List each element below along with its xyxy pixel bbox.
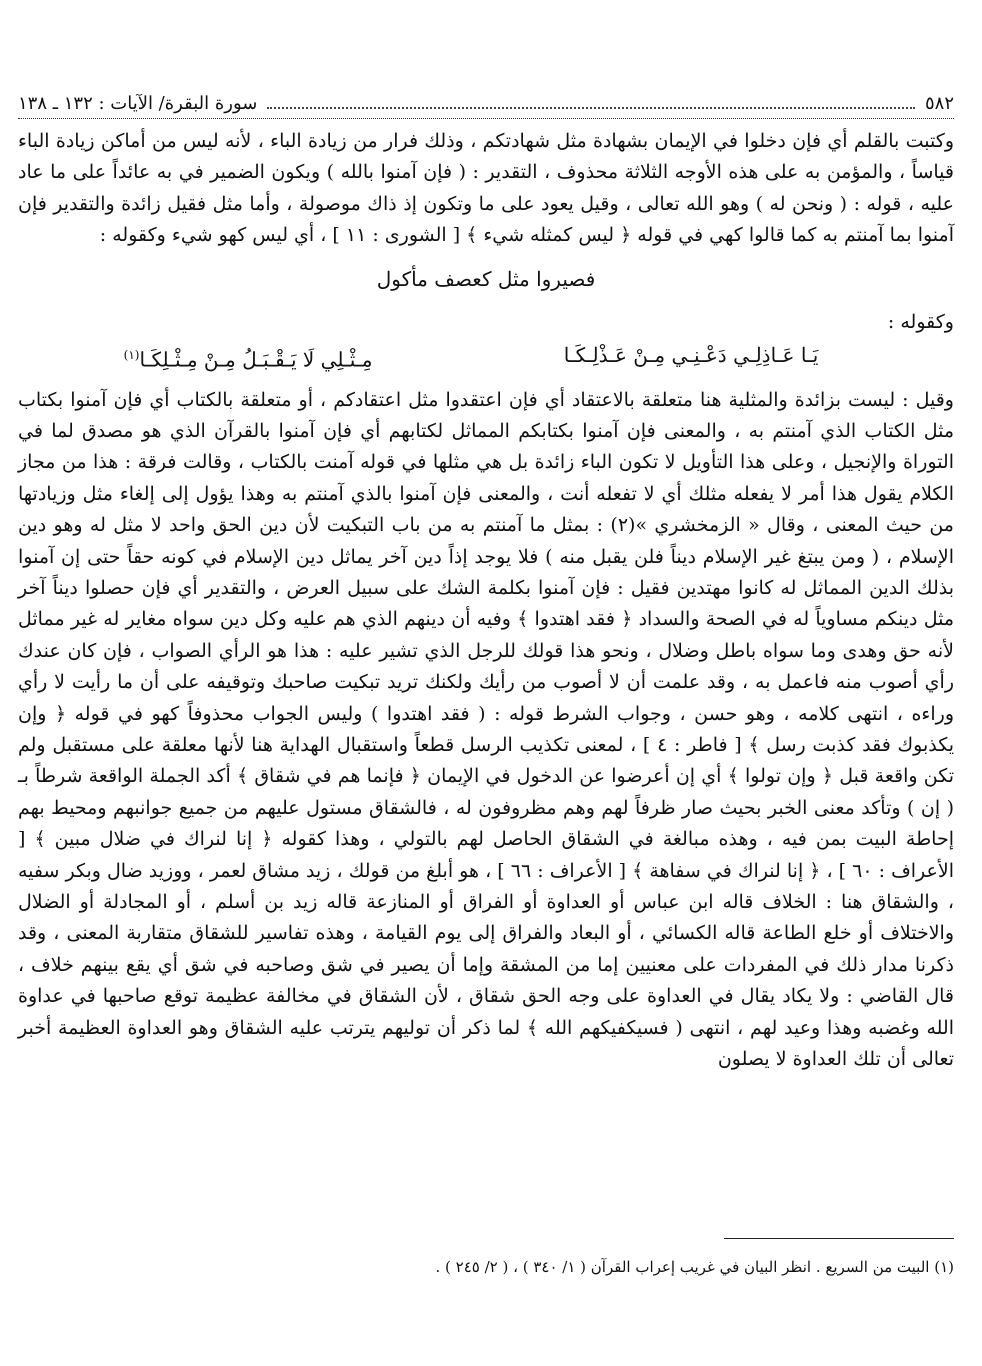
page-header [18, 88, 954, 119]
paragraph-1: وكتبت بالقلم أي فإن دخلوا في الإيمان بشهادة مثل شهادتكم ، وذلك فرار من زيادة الباء ، لأنه ليس من أماكن زيادة الباء قياساً ، والمؤمن به على هذه الأوجه الثلاثة محذوف ، التقدير : ( فإن آمنوا بالله ) ويكون الضمير في به عائداً على ما عاد عليه ، قوله : ( ونحن له ) وهو الله تعالى ، وقيل يعود على ما وتكون إذ ذاك موصولة ، وأما مثل فقيل زائدة والتقدير فإن آمنوا بما آمنتم به كما قالوا كهي في قوله ﴿ ليس كمثله شيء ﴾ [ الشورى : ١١ ] ، أي ليس كهو شيء وكقوله : [18, 130, 954, 247]
header-dotted-leader [267, 97, 915, 109]
quoted-verse: فصيروا مثل كعصف مأكول [376, 266, 596, 291]
running-title: سورة البقرة/ الآيات : ١٣٢ ـ ١٣٨ [18, 92, 258, 114]
poem-hemistich-left [124, 340, 373, 376]
footnote-1: (١) البيت من السريع . انظر البيان في غريب إعراب القرآن ( ١/ ٣٤٠ ) ، ( ٢/ ٢٤٥ ) . [435, 1258, 954, 1276]
paragraph-3: وقيل : ليست بزائدة والمثلية هنا متعلقة بالاعتقاد أي فإن اعتقدوا مثل اعتقادكم ، أو متعلقة بالكتاب أي فإن آمنوا بكتاب مثل الكتاب الذي آمنتم به ، والمعنى فإن آمنوا بكتابكم المماثل لكتابهم أي فإن آمنوا بالقرآن الذي هو مصدق لما في التوراة والإنجيل ، وعلى هذا التأويل لا تكون الباء زائدة بل هي مثلها في قوله آمنت بالكتاب ، وقالت فرقة : هذا من مجاز الكلام يقول هذا أمر لا يفعله مثلك أي لا تفعله أنت ، والمعنى فإن آمنوا بالذي آمنتم به وهذا يؤول إلى إلغاء مثل وزيادتها من حيث المعنى ، وقال « الزمخشري »(٢) : بمثل ما آمنتم به من باب التبكيت لأن دين الحق واحد لا مثل له وهو دين الإسلام ، ( ومن يبتغ غير الإسلام ديناً فلن يقبل منه ) فلا يوجد إذاً دين آخر يماثل دين الإسلام في كونه حقاً حتى إن آمنوا بذلك الدين المماثل له كانوا مهتدين فقيل : فإن آمنوا بكلمة الشك على سبيل العرض ، والتقدير أي فإن حصلوا ديناً آخر مثل دينكم مساوياً له في الصحة والسداد ﴿ فقد اهتدوا ﴾ وفيه أن دينهم الذي هم عليه وكل دين سواه مغاير له غير مماثل لأنه حق وهدى وما سواه باطل وضلال ، ونحو هذا قولك للرجل الذي تشير عليه : هذا هو الرأي الصواب ، فإن كان عندك رأي أصوب منه فاعمل به ، وقد علمت أن لا أصوب من رأيك ولكنك تريد تبكيت صاحبك وتوقيفه على أن ما رأيت لا رأي وراءه ، انتهى كلامه ، وهو حسن ، وجواب الشرط قوله : ( فقد اهتدوا ) وليس الجواب محذوفاً كهو في قوله ﴿ وإن يكذبوك فقد كذبت رسل ﴾ [ فاطر : ٤ ] ، لمعنى تكذيب الرسل قطعاً واستقبال الهداية هنا لأنها معلقة على مستقبل ولم تكن واقعة قبل ﴿ وإن تولوا ﴾ أي إن أعرضوا عن الدخول في الإيمان ﴿ فإنما هم في شقاق ﴾ أكد الجملة الواقعة شرطاً بـ ( إن ) وتأكد معنى الخبر بحيث صار ظرفاً لهم وهم مظروفون له ، فالشقاق مستول عليهم من جميع جوانبهم ومحيط بهم إحاطة البيت بمن فيه ، وهذه مبالغة في الشقاق الحاصل لهم بالتولي ، وهذا كقوله ﴿ إنا لنراك في ضلال مبين ﴾ [ الأعراف : ٦٠ ] ، ﴿ إنا لنراك في سفاهة ﴾ [ الأعراف : ٦٦ ] ، هو أبلغ من قولك ، زيد مشاق لعمر ، ووزيد ضال وبكر سفيه ، والشقاق هنا : الخلاف قاله ابن عباس أو العداوة أو الفراق أو المنازعة قاله زيد بن أسلم ، أو المجادلة أو الضلال والاختلاف أو خلع الطاعة قاله الكسائي ، أو البعاد والفراق إلى يوم القيامة ، وهذه تفاسير للشقاق متقاربة المعنى ، وقد ذكرنا مدار ذلك في المفردات على معنيين إما من المشقة وإما أن يصير في شق وصاحبه في شق أي يقع بينهم خلاف ، قال القاضي : ولا يكاد يقال في العداوة على وجه الحق شقاق ، لأن الشقاق في مخالفة عظيمة توقع صاحبها في عداوة الله وغضبه وهذا وعيد لهم ، انتهى ( فسيكفيكهم الله ﴾ لما ذكر أن توليهم يترتب عليه الشقاق وهو العداوة العظيمة أخبر تعالى أن تلك العداوة لا يصلون [18, 388, 955, 1071]
page-number: ٥٨٢ [924, 92, 954, 114]
poem-hemistich-left-text: مِـثْـلِي لَا يَـقْـبَـلُ مِـنْ مِـثْـلِكَـا [139, 348, 373, 373]
poem-hemistich-right: يَـا عَـاذِلِـي دَعْـنِـي مِـنْ عَـذْلِـكَـا [563, 343, 819, 368]
poem-line [28, 340, 914, 376]
footnote-separator [724, 1238, 954, 1239]
main-text [18, 126, 954, 1075]
footnote-marker-1: (١) [123, 348, 140, 363]
paragraph-2: وكقوله : [887, 311, 954, 334]
footnotes [18, 1254, 954, 1281]
